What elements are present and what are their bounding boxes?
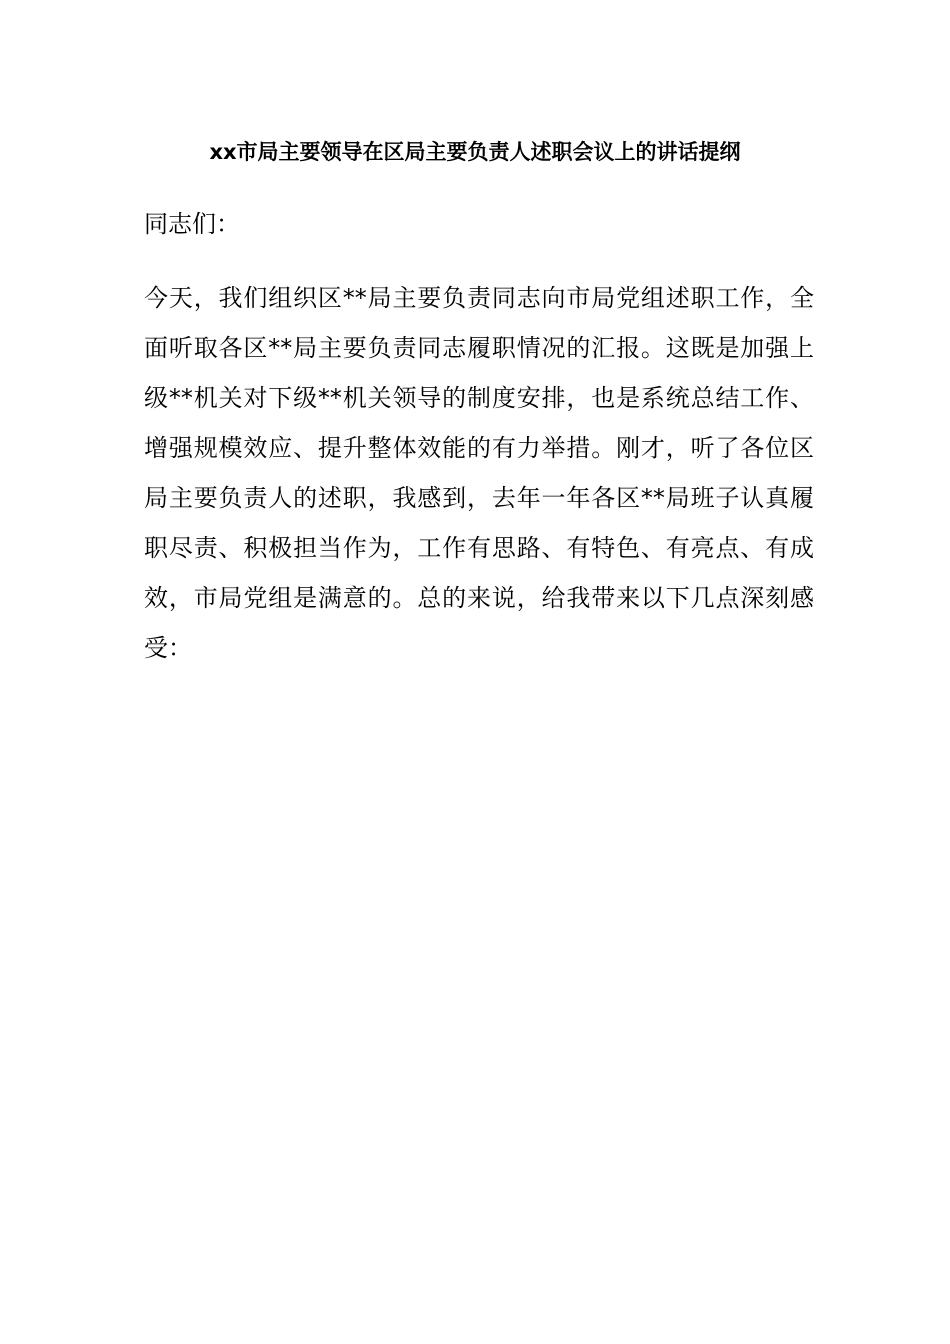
body-paragraph (144, 278, 814, 678)
paragraph-line: 增强规模效应、提升整体效能的有力举措。刚才，听了各位区 (144, 434, 814, 462)
paragraph-line: 职尽责、积极担当作为，工作有思路、有特色、有亮点、有成 (144, 534, 814, 562)
document-title: xx市局主要领导在区局主要负责人述职会议上的讲话提纲 (209, 140, 741, 164)
paragraph-line: 今天，我们组织区**局主要负责同志向市局党组述职工作，全 (144, 284, 814, 312)
salutation: 同志们： (144, 210, 240, 238)
paragraph-line: 面听取各区**局主要负责同志履职情况的汇报。这既是加强上 (144, 334, 814, 362)
paragraph-line: 受： (144, 634, 192, 662)
paragraph-line: 级**机关对下级**机关领导的制度安排，也是系统总结工作、 (144, 384, 814, 412)
paragraph-line: 效，市局党组是满意的。总的来说，给我带来以下几点深刻感 (144, 584, 814, 612)
paragraph-line: 局主要负责人的述职，我感到，去年一年各区**局班子认真履 (144, 484, 814, 512)
